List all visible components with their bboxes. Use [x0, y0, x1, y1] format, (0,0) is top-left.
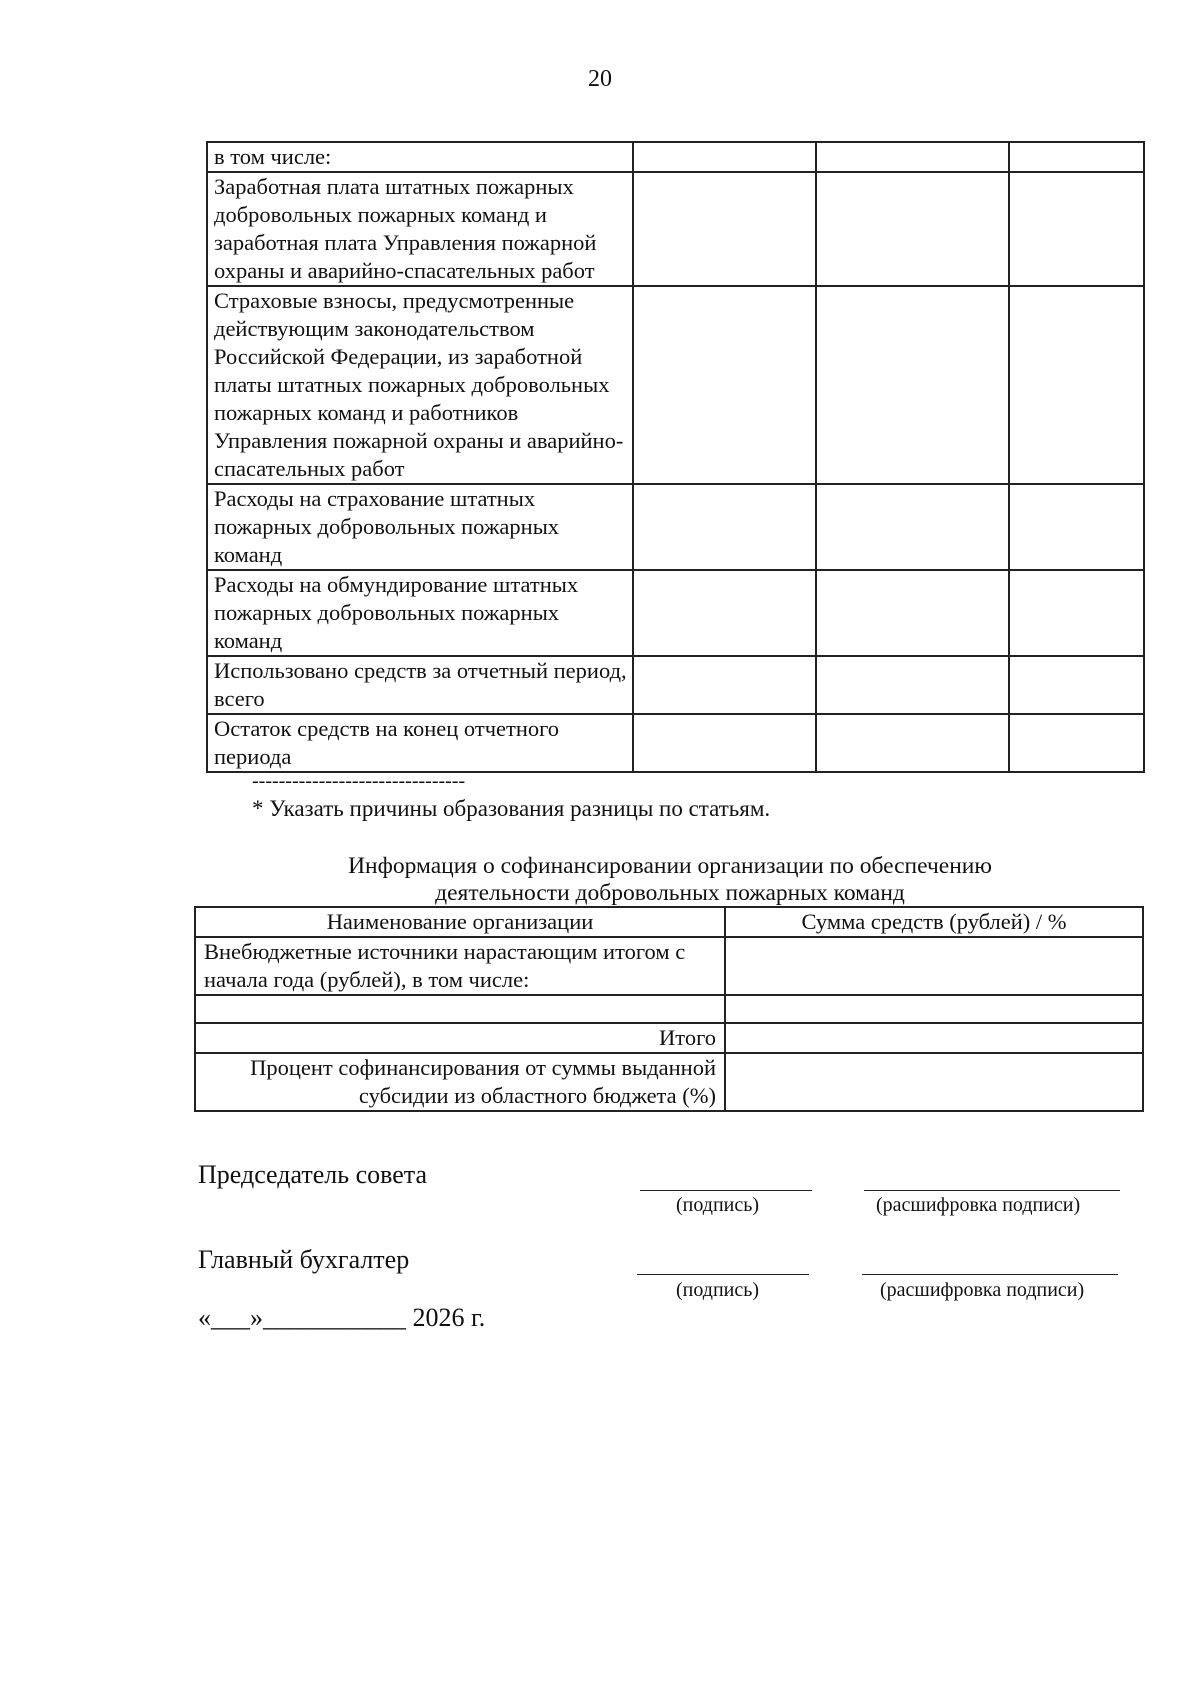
chairman-signature-line — [640, 1190, 812, 1191]
signature-caption: (подпись) — [676, 1194, 760, 1216]
decoding-caption: (расшифровка подписи) — [880, 1279, 1085, 1301]
empty-cell — [1009, 172, 1144, 286]
decoding-caption: (расшифровка подписи) — [876, 1194, 1081, 1216]
table-row — [207, 656, 1144, 714]
empty-cell — [725, 995, 1143, 1023]
empty-cell — [725, 1023, 1143, 1053]
chairman-label: Председатель совета — [198, 1160, 428, 1189]
table-header-row — [195, 907, 1143, 937]
empty-cell — [725, 1053, 1143, 1111]
row-label: Страховые взносы, предусмотренные действующим законодательством Российской Федерации, из заработной платы штатных пожарных добровольных пожарных команд и работников Управления пожарной охраны и аварийно-спасательных работ — [207, 286, 633, 484]
footnote-separator: -------------------------------- — [252, 770, 466, 792]
row-label: Расходы на обмундирование штатных пожарных добровольных пожарных команд — [207, 570, 633, 656]
empty-cell — [633, 656, 816, 714]
table-row — [207, 570, 1144, 656]
empty-cell — [633, 286, 816, 484]
column-header-name: Наименование организации — [195, 907, 725, 937]
table-row — [207, 172, 1144, 286]
table-row — [195, 1053, 1143, 1111]
row-label: Расходы на страхование штатных пожарных добровольных пожарных команд — [207, 484, 633, 570]
empty-cell — [633, 570, 816, 656]
row-label: Заработная плата штатных пожарных добровольных пожарных команд и заработная плата Управления пожарной охраны и аварийно-спасательных работ — [207, 172, 633, 286]
page-number: 20 — [588, 66, 612, 92]
table-row — [195, 995, 1143, 1023]
table-row — [207, 142, 1144, 172]
cofinancing-table — [194, 906, 1144, 1112]
empty-cell — [633, 484, 816, 570]
empty-cell — [1009, 142, 1144, 172]
date-line: «___»___________ 2026 г. — [198, 1303, 486, 1332]
empty-cell — [1009, 656, 1144, 714]
table-row — [207, 714, 1144, 772]
table-row — [195, 1023, 1143, 1053]
info-title-line2: деятельности добровольных пожарных команд — [435, 880, 905, 906]
empty-cell — [816, 286, 1009, 484]
empty-cell — [195, 995, 725, 1023]
empty-cell — [816, 714, 1009, 772]
row-label: Внебюджетные источники нарастающим итогом с начала года (рублей), в том числе: — [195, 937, 725, 995]
empty-cell — [633, 172, 816, 286]
empty-cell — [816, 570, 1009, 656]
empty-cell — [1009, 484, 1144, 570]
empty-cell — [633, 142, 816, 172]
accountant-label: Главный бухгалтер — [198, 1245, 410, 1274]
empty-cell — [816, 142, 1009, 172]
signature-caption: (подпись) — [676, 1279, 760, 1301]
row-label: Использовано средств за отчетный период, всего — [207, 656, 633, 714]
row-label: Итого — [195, 1023, 725, 1053]
empty-cell — [725, 937, 1143, 995]
table-row — [195, 937, 1143, 995]
empty-cell — [1009, 286, 1144, 484]
empty-cell — [816, 484, 1009, 570]
info-title-line1: Информация о софинансировании организации по обеспечению — [348, 853, 992, 879]
table-row — [207, 484, 1144, 570]
column-header-sum: Сумма средств (рублей) / % — [725, 907, 1143, 937]
footnote-text: * Указать причины образования разницы по статьям. — [252, 796, 771, 821]
row-label: Остаток средств на конец отчетного периода — [207, 714, 633, 772]
empty-cell — [1009, 714, 1144, 772]
empty-cell — [816, 172, 1009, 286]
empty-cell — [1009, 570, 1144, 656]
chairman-decoding-line — [864, 1190, 1120, 1191]
accountant-signature-line — [637, 1274, 809, 1275]
empty-cell — [816, 656, 1009, 714]
row-label: в том числе: — [207, 142, 633, 172]
accountant-decoding-line — [862, 1274, 1118, 1275]
table-row — [207, 286, 1144, 484]
row-label: Процент софинансирования от суммы выданной субсидии из областного бюджета (%) — [195, 1053, 725, 1111]
empty-cell — [633, 714, 816, 772]
expenses-table — [206, 141, 1145, 773]
